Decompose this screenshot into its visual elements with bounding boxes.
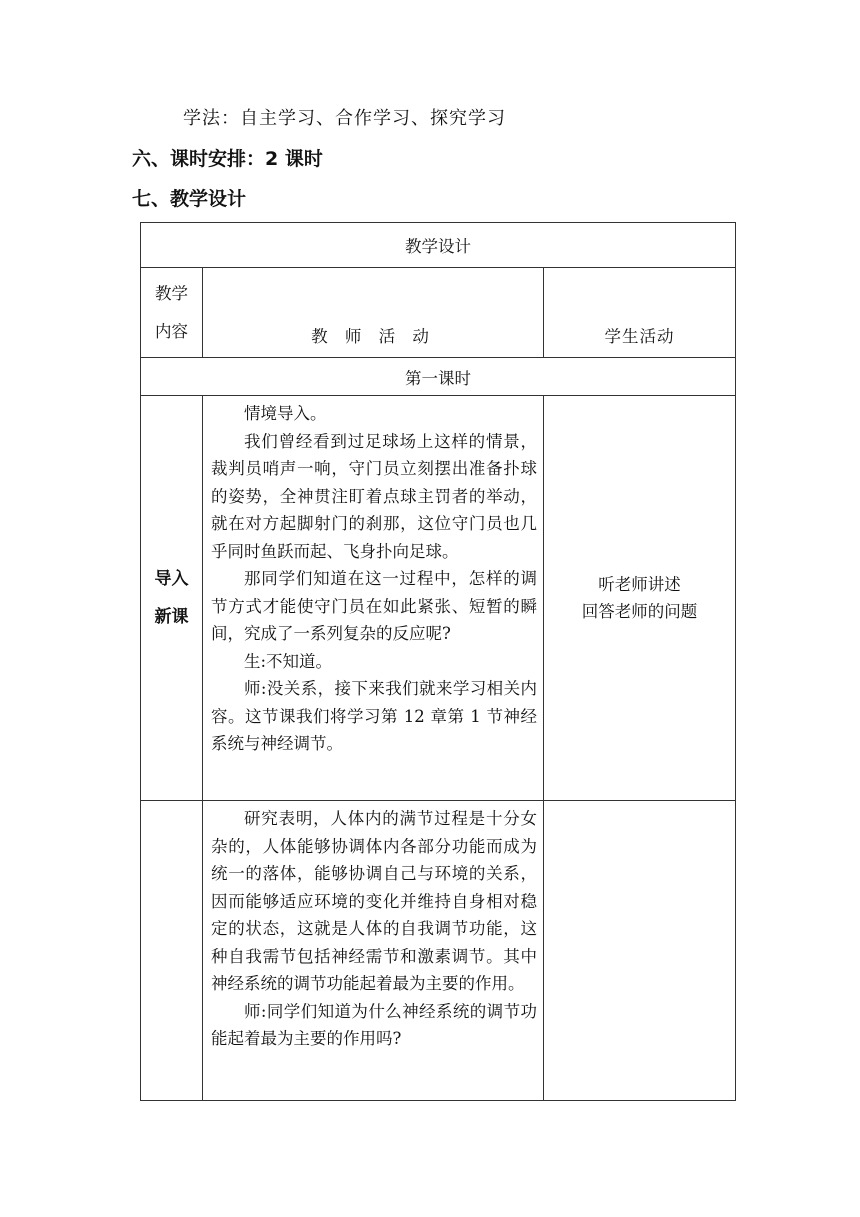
table-row: [141, 396, 736, 801]
teacher-paragraph: 师:没关系，接下来我们就来学习相关内容。这节课我们将学习第 12 章第 1 节神经系统与神经调节。: [211, 679, 537, 753]
teacher-paragraph: 我们曾经看到过足球场上这样的情景，裁判员哨声一响，守门员立刻摆出准备扑球的姿势，全神贯注盯着点球主罚者的举动，就在对方起脚射门的刹那，这位守门员也几乎同时鱼跃而起、飞身扑向足球。: [211, 431, 537, 561]
table-row: [141, 801, 736, 1101]
section-6-heading: 六、课时安排：2 课时: [132, 148, 323, 170]
row-label-line2: 新课: [154, 607, 189, 627]
teacher-activity-cell: [203, 801, 544, 1101]
teacher-paragraph: 研究表明，人体内的满节过程是十分女杂的，人体能够协调体内各部分功能而成为统一的落体，能够协调自己与环境的关系，因而能够适应环境的变化并维持自身相对稳定的状态，这就是人体的自我调节功能，这种自我需节包括神经需节和激素调节。其中神经系统的调节功能起着最为主要的作用。: [211, 809, 537, 993]
row-label-cell: [141, 396, 203, 801]
row-label-line1: 导入: [154, 569, 189, 589]
header-teacher-activity: 教 师 活 动: [203, 268, 544, 358]
teaching-design-table: [140, 222, 736, 1101]
student-activity-cell: [544, 801, 736, 1101]
header-content-line2: 内容: [155, 321, 188, 341]
row-label-cell: [141, 801, 203, 1101]
student-activity-line1: 听老师讲述: [598, 574, 681, 594]
lesson-label: 第一课时: [141, 358, 736, 396]
table-title-row: [141, 223, 736, 268]
teacher-paragraph: 生:不知道。: [244, 651, 333, 671]
study-method-text: 学法：自主学习、合作学习、探究学习: [183, 108, 506, 129]
table-header-row: [141, 268, 736, 358]
table-title: 教学设计: [141, 223, 736, 268]
header-content-line1: 教学: [155, 283, 188, 303]
teacher-paragraph: 师:同学们知道为什么神经系统的调节功能起着最为主要的作用吗?: [211, 1001, 537, 1048]
section-7-heading: 七、教学设计: [132, 188, 247, 210]
lesson-row: [141, 358, 736, 396]
header-content-cell: [141, 268, 203, 358]
teacher-paragraph: 那同学们知道在这一过程中，怎样的调节方式才能使守门员在如此紧张、短暂的瞬间，究成了一系列复杂的反应呢?: [211, 569, 537, 643]
teacher-activity-cell: [203, 396, 544, 801]
header-student-activity: 学生活动: [544, 268, 736, 358]
student-activity-line2: 回答老师的问题: [581, 602, 698, 621]
student-activity-cell: [544, 396, 736, 801]
teacher-paragraph: 情境导入。: [244, 404, 327, 423]
